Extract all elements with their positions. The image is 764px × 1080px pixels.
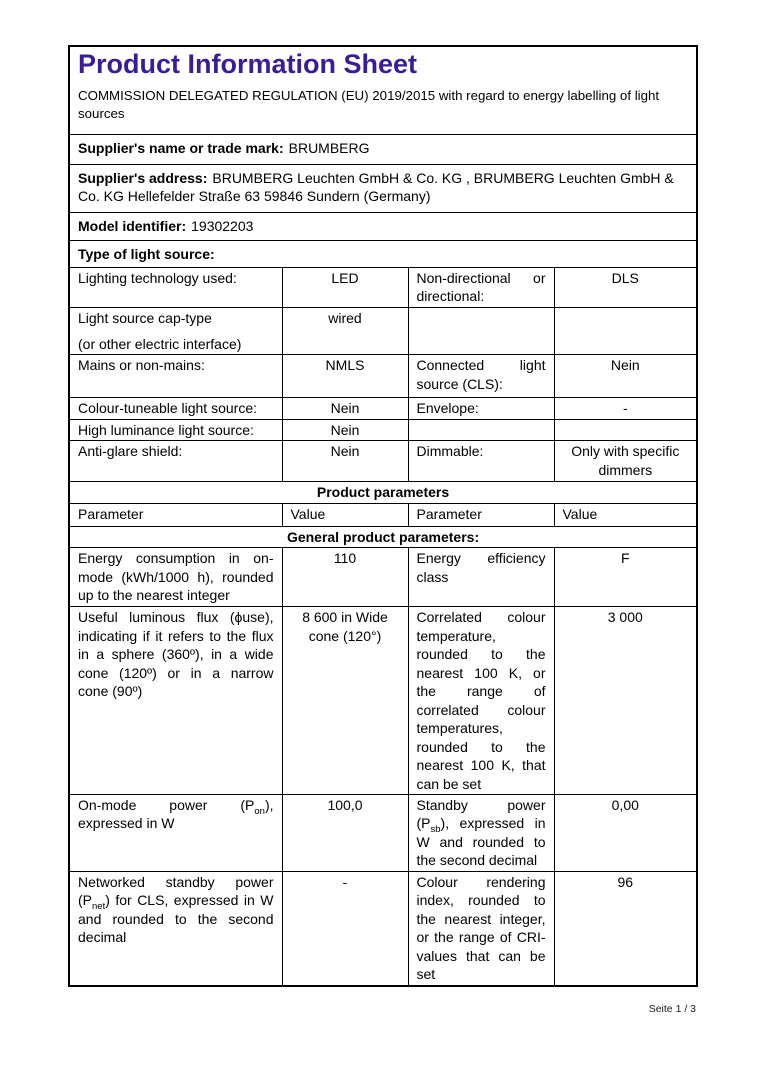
general-parameters-heading: General product parameters: <box>69 526 697 547</box>
param-value: 110 <box>282 548 408 607</box>
type-heading-row <box>69 240 697 267</box>
column-header-parameter: Parameter <box>69 503 282 526</box>
table-row <box>69 419 697 440</box>
param-label-subscript: net <box>92 901 106 913</box>
param-label: Lighting technology used: <box>69 267 282 307</box>
param-value: Nein <box>282 419 408 440</box>
table-row <box>69 307 697 355</box>
param-label: Dimmable: <box>408 441 554 482</box>
param-label <box>408 307 554 355</box>
param-label: Mains or non-mains: <box>69 355 282 398</box>
param-label-subscript: on <box>254 805 265 817</box>
table-row <box>69 607 697 795</box>
param-label-text: Standby power (P <box>416 797 546 832</box>
supplier-name-label: Supplier's name or trade mark: <box>78 139 284 156</box>
param-label <box>408 419 554 440</box>
param-value: 0,00 <box>554 795 697 872</box>
param-value: Only with specific dimmers <box>554 441 697 482</box>
param-label-line2: (or other electric interface) <box>78 335 242 352</box>
table-row <box>69 267 697 307</box>
param-label: Useful luminous flux (ϕuse), indicating if it refers to the flux in a sphere (360º), in a wide cone (120º) or in a narrow cone (90º) <box>69 607 282 795</box>
header-row <box>69 46 697 134</box>
product-information-sheet <box>68 45 696 987</box>
param-label <box>69 307 282 355</box>
product-parameters-heading-row <box>69 482 697 503</box>
table-row <box>69 398 697 419</box>
param-value: wired <box>282 307 408 355</box>
param-value: DLS <box>554 267 697 307</box>
param-label <box>69 872 282 986</box>
param-value <box>554 419 697 440</box>
column-header-row <box>69 503 697 526</box>
param-label: Colour rendering index, rounded to the nearest integer, or the range of CRI-values that can be set <box>408 872 554 986</box>
param-value: - <box>554 398 697 419</box>
param-label-text: Networked standby power (P <box>78 874 274 909</box>
param-label-text: ), expressed in W and rounded to the second decimal <box>416 815 546 869</box>
model-identifier-label: Model identifier: <box>78 217 187 234</box>
table-row <box>69 441 697 482</box>
param-value: Nein <box>282 441 408 482</box>
param-label-text: ) for CLS, expressed in W and rounded to the second decimal <box>78 892 274 946</box>
column-header-value: Value <box>282 503 408 526</box>
param-label: Energy consumption in on-mode (kWh/1000 h), rounded up to the nearest integer <box>69 548 282 607</box>
regulation-text: COMMISSION DELEGATED REGULATION (EU) 2019/2015 with regard to energy labelling of light sources <box>78 88 660 122</box>
param-value: - <box>282 872 408 986</box>
param-value: LED <box>282 267 408 307</box>
page-title: Product Information Sheet <box>78 49 418 79</box>
supplier-name-cell <box>69 134 697 164</box>
param-label-text: ), expressed in W <box>78 797 274 832</box>
param-value: 96 <box>554 872 697 986</box>
column-header-parameter: Parameter <box>408 503 554 526</box>
param-label-subscript: sb <box>430 824 441 836</box>
table-row <box>69 795 697 872</box>
param-value: Nein <box>554 355 697 398</box>
param-label: Anti-glare shield: <box>69 441 282 482</box>
param-label: Colour-tuneable light source: <box>69 398 282 419</box>
param-value: 8 600 in Wide cone (120°) <box>282 607 408 795</box>
model-identifier-row <box>69 212 697 240</box>
model-identifier-cell <box>69 212 697 240</box>
param-label: High luminance light source: <box>69 419 282 440</box>
param-label: Connected light source (CLS): <box>408 355 554 398</box>
param-label-line1: Light source cap-type <box>78 309 212 326</box>
supplier-name-row <box>69 134 697 164</box>
param-value: NMLS <box>282 355 408 398</box>
param-label: Non-directional or directional: <box>408 267 554 307</box>
document-header-cell <box>69 46 697 134</box>
param-value <box>554 307 697 355</box>
param-value: 100,0 <box>282 795 408 872</box>
supplier-address-cell <box>69 164 697 212</box>
table-row <box>69 548 697 607</box>
type-heading-cell: Type of light source: <box>69 240 697 267</box>
param-value: F <box>554 548 697 607</box>
supplier-address-row <box>69 164 697 212</box>
param-label <box>408 795 554 872</box>
general-parameters-heading-row <box>69 526 697 547</box>
product-info-table <box>68 45 698 987</box>
model-identifier-value: 19302203 <box>191 217 254 234</box>
table-row <box>69 872 697 986</box>
param-label: Envelope: <box>408 398 554 419</box>
column-header-value: Value <box>554 503 697 526</box>
supplier-name-value: BRUMBERG <box>288 139 370 156</box>
supplier-address-value: BRUMBERG Leuchten GmbH & Co. KG , BRUMBERG Leuchten GmbH & Co. KG Hellefelder Straße 63 59846 Sundern (Germany) <box>78 169 674 204</box>
table-row <box>69 355 697 398</box>
page-number: Seite 1 / 3 <box>648 1003 696 1015</box>
param-label-text: On-mode power (P <box>78 797 255 813</box>
param-value: Nein <box>282 398 408 419</box>
param-label: Energy efficiency class <box>408 548 554 607</box>
param-label <box>69 795 282 872</box>
product-parameters-heading: Product parameters <box>69 482 697 503</box>
supplier-address-label: Supplier's address: <box>78 169 208 186</box>
param-value: 3 000 <box>554 607 697 795</box>
param-label: Correlated colour temperature, rounded to the nearest 100 K, or the range of correlated colour temperatures, rounded to the nearest 100 K, that can be set <box>408 607 554 795</box>
